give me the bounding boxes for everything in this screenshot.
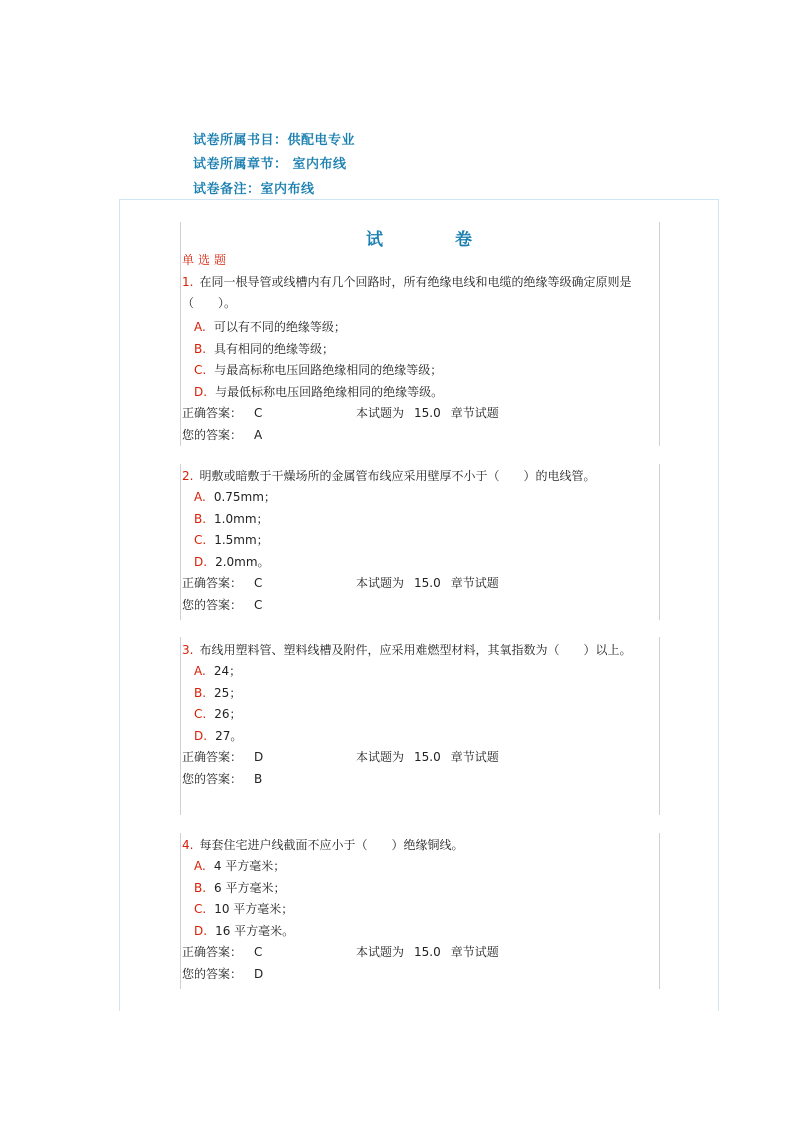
correct-value: C: [254, 406, 263, 421]
option-c: [194, 530, 658, 552]
option-letter: A.: [194, 320, 206, 334]
correct-label: 正确答案：: [182, 576, 243, 591]
your-answer-row: [182, 769, 658, 791]
score-suffix: 章节试题: [450, 750, 499, 765]
question-number: 1.: [182, 275, 194, 289]
option-a: [194, 856, 658, 878]
option-letter: D.: [194, 554, 208, 569]
question-text: 明敷或暗敷于干燥场所的金属管布线应采用壁厚不小于（ ）的电线管。: [199, 469, 596, 483]
your-answer-row: [182, 425, 658, 447]
score-suffix: 章节试题: [450, 576, 499, 591]
question-number: 3.: [182, 643, 194, 657]
correct-label: 正确答案：: [182, 945, 243, 960]
option-letter: C.: [194, 533, 207, 548]
option-b: [194, 683, 658, 705]
correct-label: 正确答案：: [182, 406, 243, 421]
option-letter: C.: [194, 707, 207, 722]
your-label: 您的答案：: [182, 771, 243, 786]
option-letter: A.: [194, 664, 206, 678]
option-text: 可以有不同的绝缘等级；: [213, 320, 346, 334]
score-prefix: 本试题为: [356, 750, 405, 765]
paper-title-left: 试: [366, 230, 385, 250]
divider: [659, 222, 660, 446]
your-value: B: [254, 771, 263, 786]
your-answer-row: [182, 964, 658, 986]
option-text: 与最高标称电压回路绝缘相同的绝缘等级；: [214, 363, 443, 378]
option-text: 16 平方毫米。: [215, 923, 295, 938]
question-stem: [182, 835, 658, 856]
score-value: 15.0: [414, 750, 441, 765]
correct-answer-row: [182, 573, 658, 595]
divider: [180, 637, 181, 815]
option-text: 10 平方毫米；: [214, 902, 294, 917]
your-value: A: [254, 427, 263, 442]
correct-answer-row: [182, 403, 658, 425]
question-1: [182, 272, 658, 447]
divider: [180, 464, 181, 620]
option-d: [194, 382, 658, 404]
option-a: [194, 487, 658, 509]
divider: [659, 464, 660, 620]
option-text: 2.0mm。: [215, 554, 270, 569]
question-2: [182, 466, 658, 617]
question-4: [182, 835, 658, 986]
correct-value: D: [254, 750, 264, 765]
option-text: 0.75mm；: [213, 490, 276, 504]
divider: [180, 222, 181, 446]
option-letter: C.: [194, 363, 207, 378]
question-text: 布线用塑料管、塑料线槽及附件，应采用难燃型材料，其氧指数为（ ）以上。: [199, 643, 632, 657]
option-text: 25；: [214, 685, 242, 700]
divider: [659, 833, 660, 989]
section-heading: 单选题: [182, 253, 231, 267]
paper-book: 试卷所属书目：供配电专业: [193, 133, 356, 148]
option-b: [194, 878, 658, 900]
option-a: [194, 661, 658, 683]
option-c: [194, 360, 658, 382]
question-3: [182, 640, 658, 791]
option-letter: D.: [194, 923, 208, 938]
option-letter: B.: [194, 341, 207, 356]
option-text: 1.0mm；: [214, 511, 269, 526]
paper-remark: 试卷备注：室内布线: [193, 182, 315, 197]
paper-title-right: 卷: [455, 230, 474, 250]
your-value: D: [254, 966, 264, 981]
question-text: 在同一根导管或线槽内有几个回路时，所有绝缘电线和电缆的绝缘等级确定原则是（ ）。: [182, 275, 632, 310]
correct-label: 正确答案：: [182, 750, 243, 765]
question-number: 4.: [182, 838, 194, 852]
option-text: 24；: [213, 664, 242, 678]
option-letter: B.: [194, 511, 207, 526]
option-letter: D.: [194, 728, 208, 743]
option-letter: A.: [194, 490, 206, 504]
score-value: 15.0: [414, 406, 441, 421]
option-d: [194, 921, 658, 943]
score-value: 15.0: [414, 576, 441, 591]
paper-chapter: 试卷所属章节： 室内布线: [193, 157, 347, 172]
question-text: 每套住宅进户线截面不应小于（ ）绝缘铜线。: [199, 838, 464, 852]
score-suffix: 章节试题: [450, 406, 499, 421]
option-c: [194, 899, 658, 921]
correct-value: C: [254, 576, 263, 591]
option-letter: A.: [194, 859, 206, 873]
option-d: [194, 726, 658, 748]
score-prefix: 本试题为: [356, 406, 405, 421]
option-text: 与最低标称电压回路绝缘相同的绝缘等级。: [215, 384, 444, 399]
question-stem: [182, 640, 658, 661]
option-text: 具有相同的绝缘等级；: [214, 341, 335, 356]
correct-answer-row: [182, 747, 658, 769]
your-label: 您的答案：: [182, 427, 243, 442]
option-letter: D.: [194, 384, 208, 399]
option-a: [194, 317, 658, 339]
question-stem: [182, 466, 658, 487]
your-label: 您的答案：: [182, 597, 243, 612]
option-text: 27。: [215, 728, 243, 743]
divider: [659, 637, 660, 815]
correct-answer-row: [182, 942, 658, 964]
score-prefix: 本试题为: [356, 576, 405, 591]
question-stem: [182, 272, 658, 314]
option-letter: B.: [194, 685, 207, 700]
your-label: 您的答案：: [182, 966, 243, 981]
option-d: [194, 552, 658, 574]
question-number: 2.: [182, 469, 194, 483]
option-text: 6 平方毫米；: [214, 880, 286, 895]
option-text: 4 平方毫米；: [213, 859, 286, 873]
score-value: 15.0: [414, 945, 441, 960]
score-prefix: 本试题为: [356, 945, 405, 960]
your-value: C: [254, 597, 263, 612]
score-suffix: 章节试题: [450, 945, 499, 960]
paper-title: [180, 225, 660, 250]
divider: [180, 833, 181, 989]
option-b: [194, 339, 658, 361]
option-text: 1.5mm；: [214, 533, 269, 548]
option-c: [194, 704, 658, 726]
option-letter: C.: [194, 902, 207, 917]
option-letter: B.: [194, 880, 207, 895]
correct-value: C: [254, 945, 263, 960]
your-answer-row: [182, 595, 658, 617]
option-text: 26；: [214, 707, 242, 722]
option-b: [194, 509, 658, 531]
